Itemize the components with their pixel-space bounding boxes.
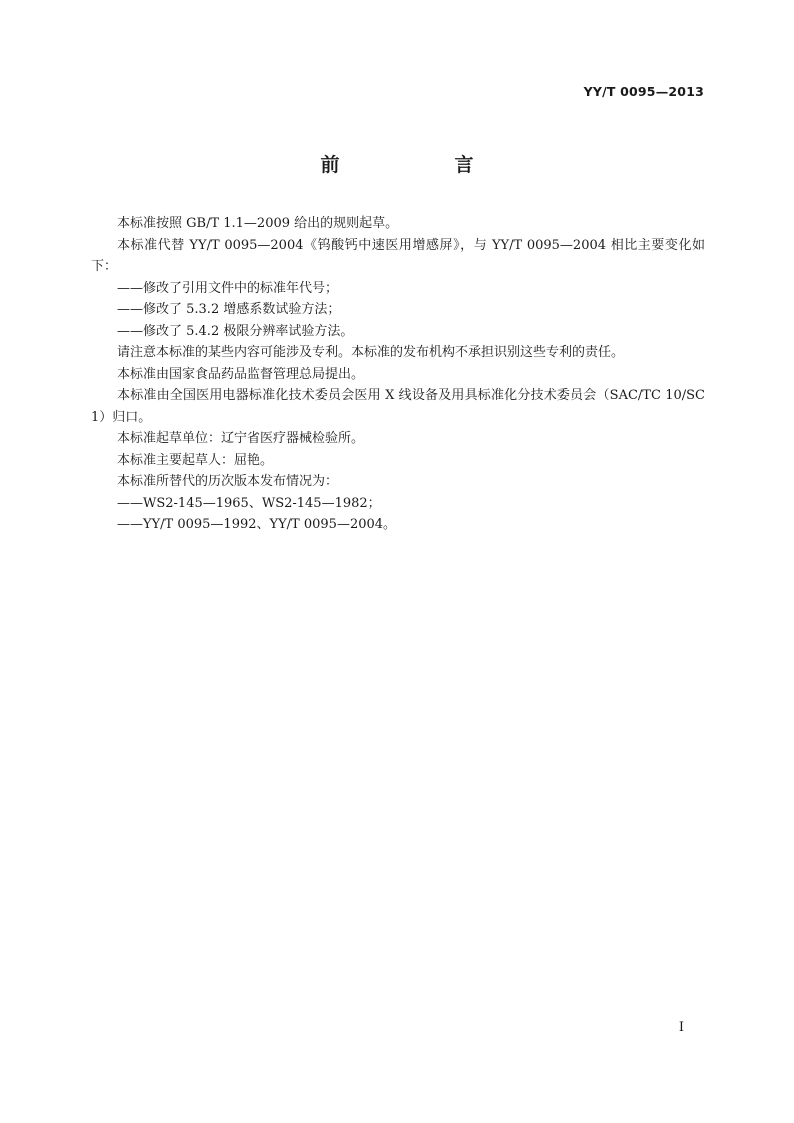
page-title: 前 言 (320, 154, 522, 176)
paragraph-drafting-rules: 本标准按照 GB/T 1.1—2009 给出的规则起草。 (117, 216, 399, 231)
change-item-3: ——修改了 5.4.2 极限分辨率试验方法。 (117, 323, 354, 339)
change-item-1: ——修改了引用文件中的标准年代号； (117, 280, 339, 296)
paragraph-drafting-unit: 本标准起草单位：辽宁省医疗器械检验所。 (117, 431, 365, 446)
change-item-2: ——修改了 5.3.2 增感系数试验方法； (117, 302, 341, 317)
paragraph-previous-versions: 本标准所替代的历次版本发布情况为： (117, 474, 339, 489)
paragraph-drafters: 本标准主要起草人：屈艳。 (117, 452, 274, 468)
page-number: I (678, 1020, 684, 1035)
standard-code: YY/T 0095—2013 (583, 84, 704, 99)
paragraph-replaces: 本标准代替 YY/T 0095—2004《钨酸钙中速医用增感屏》，与 YY/T 0095—2004 相比主要变化如下： (91, 237, 705, 274)
previous-version-item-1: ——WS2-145—1965、WS2-145—1982； (117, 495, 381, 511)
paragraph-managed-by: 本标准由全国医用电器标准化技术委员会医用 X 线设备及用具标准化分技术委员会（SAC/TC 10/SC 1）归口。 (91, 388, 705, 425)
previous-version-item-2: ——YY/T 0095—1992、YY/T 0095—2004。 (117, 517, 397, 532)
paragraph-patent-notice: 请注意本标准的某些内容可能涉及专利。本标准的发布机构不承担识别这些专利的责任。 (117, 345, 625, 360)
paragraph-proposed-by: 本标准由国家食品药品监督管理总局提出。 (117, 366, 365, 382)
foreword-body (91, 213, 705, 536)
